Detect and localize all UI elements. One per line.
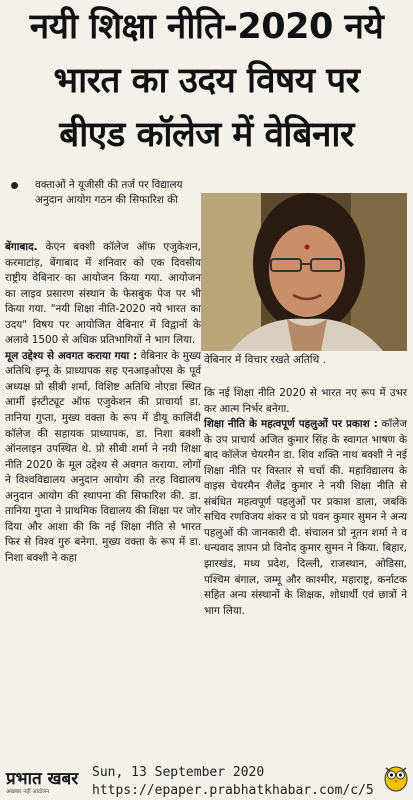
bullet-icon bbox=[11, 182, 18, 189]
continuation-paragraph: कि नई शिक्षा नीति 2020 से भारत नए रूप में उभर कर आत्म निर्भर बनेगा. bbox=[204, 387, 407, 415]
left-column bbox=[5, 240, 201, 566]
subhead-1: मूल उद्देश्य से अवगत कराया गया : bbox=[5, 349, 138, 362]
owl-icon bbox=[383, 762, 409, 792]
dateline: बेंगाबाद. bbox=[5, 241, 38, 253]
headline-line-2: भारत का उदय विषय पर bbox=[53, 61, 360, 101]
highlight-text: वक्ताओं ने यूजीसी की तर्ज पर विद्यालय अनुदान आयोग गठन की सिफारिश की bbox=[35, 179, 183, 206]
speaker-photo bbox=[201, 193, 407, 351]
newspaper-logo bbox=[6, 766, 78, 789]
highlight-block bbox=[5, 178, 201, 236]
headline-line-3: बीएड कॉलेज में वेबिनार bbox=[59, 115, 354, 155]
body-paragraph-1: वेबिनार के मुख्य अतिथि इग्नू के प्राध्यापक सह एनआइओएस के पूर्व अध्यक्ष प्रो सीबी शर्मा, विशिष्ट अतिथि नोएडा स्थित आर्मी इंस्टीट्यूट ऑफ एजुकेशन की प्राचार्या डा. तानिया गुप्ता, मुख्य वक्ता के रूप में डीयू कालिंदी कॉलेज की सहायक प्राध्यापक, डा. निशा बक्शी ऑनलाइन उपस्थित थे. प्रो सीबी शर्मा ने नयी शिक्षा नीति 2020 के मूल उद्देश्य से अवगत कराया. लोगों ने विश्वविद्यालय अनुदान आयोग की तरह विद्यालय अनुदान आयोग की स्थापना की सिफारिश की. डा. तानिया गुप्ता ने प्राथमिक विद्यालय की शिक्षा पर जोर दिया और आशा की कि नई शिक्षा नीति से भारत फिर से विश्व गुरु बनेगा. मुख्य वक्ता के रूप में डा. निशा बक्शी ने कहा bbox=[5, 349, 201, 564]
edition-date: Sun, 13 September 2020 bbox=[92, 765, 265, 780]
logo-text: प्रभात खबर bbox=[6, 769, 79, 789]
photo-caption: वेबिनार में विचार रखते अतिथि . bbox=[204, 354, 327, 366]
subhead-2: शिक्षा नीति के महत्वपूर्ण पहलुओं पर प्रकाश : bbox=[204, 418, 378, 431]
body-paragraph-2: कॉलेज के उप प्राचार्य अजित कुमार सिंह के स्वागत भाषण के बाद कॉलेज चेयरमैन डा. शिव शक्ति नाथ बक्शी ने नई शिक्षा नीति पर विस्तार से चर्चा की. महाविद्यालय के वाइस चेयरमैन शैलेंद्र कुमार ने नयी शिक्षा नीति से संबंधित महत्वपूर्ण पहलुओं पर प्रकाश डाला, जबकि सचिव रणविजय शंकर व प्रो पवन कुमार सुमन ने अन्य पहलुओं की जानकारी दी. संचालन प्रो नूतन शर्मा ने व धन्यवाद ज्ञापन प्रो विनोद कुमार सुमन ने किया. बिहार, झारखंड, मध्य प्रदेश, दिल्ली, राजस्थान, ओडिसा, पश्चिम बंगाल, जम्मू और काश्मीर, महाराष्ट्र, कर्नाटक सहित अन्य संस्थानों के शिक्षक, शोधार्थी एवं छात्रों ने भाग लिया. bbox=[204, 418, 407, 617]
edition-url[interactable]: https://epaper.prabhatkhabar.com/c/5 bbox=[92, 783, 374, 798]
logo-tagline: अखबार नहीं आंदोलन bbox=[6, 789, 50, 795]
headline bbox=[0, 0, 413, 170]
intro-paragraph: केएन बक्शी कॉलेज ऑफ एजुकेशन, करमाटांड़, बेंगाबाद में शनिवार को एक दिवसीय राष्ट्रीय वेबिनार का आयोजन किया गया. आयोजन का लाइव प्रसारण संस्थान के फेसबुक पेज पर भी किया गया. "नयी शिक्षा नीति-2020 नये भारत का उदय" विषय पर आयोजित वेबिनार में विद्वानों के अलावे 1500 से अधिक प्रतिभागियों ने भाग लिया. bbox=[5, 241, 201, 347]
headline-line-1: नयी शिक्षा नीति-2020 नये bbox=[29, 7, 384, 47]
footer-meta bbox=[92, 764, 374, 800]
right-column bbox=[204, 386, 407, 619]
photo-illustration bbox=[201, 193, 407, 351]
footer bbox=[0, 756, 413, 798]
